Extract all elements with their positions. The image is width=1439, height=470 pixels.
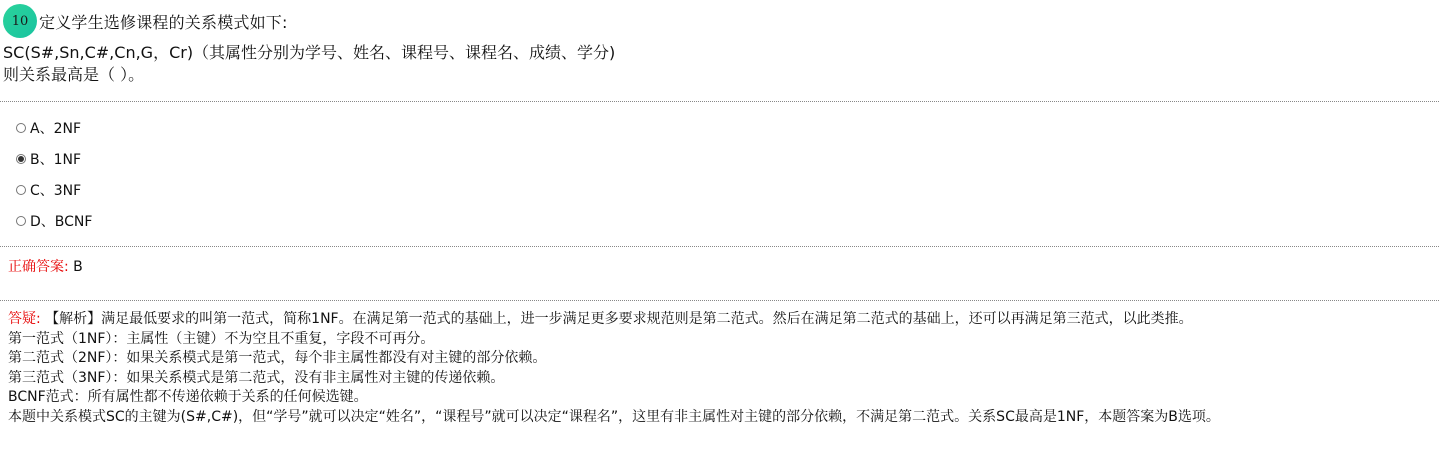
correct-answer-value: B — [73, 259, 83, 275]
option-label: D、BCNF — [30, 213, 93, 230]
option-d[interactable] — [16, 205, 92, 236]
correct-answer — [8, 256, 83, 276]
option-b[interactable] — [16, 143, 92, 174]
correct-answer-label: 正确答案: — [8, 259, 69, 275]
option-c[interactable] — [16, 174, 92, 205]
question-header — [3, 4, 288, 38]
question-number-badge: 10 — [3, 4, 37, 38]
question-title: 定义学生选修课程的关系模式如下: — [39, 12, 288, 32]
radio-icon[interactable] — [16, 216, 26, 226]
analysis-text: 【解析】满足最低要求的叫第一范式，简称1NF。在满足第一范式的基础上，进一步满足更多要求规范则是第二范式。然后在满足第二范式的基础上，还可以再满足第三范式，以此类推。 — [45, 311, 1193, 327]
analysis-label: 答疑: — [8, 311, 41, 327]
radio-checked-icon[interactable] — [16, 154, 26, 164]
question-body — [3, 42, 615, 86]
analysis-line: BCNF范式：所有属性都不传递依赖于关系的任何候选键。 — [8, 389, 368, 405]
option-label: A、2NF — [30, 120, 82, 137]
option-label: C、3NF — [30, 182, 82, 199]
divider — [0, 300, 1439, 301]
analysis-line: 第二范式（2NF）：如果关系模式是第一范式，每个非主属性都没有对主键的部分依赖。 — [8, 350, 547, 366]
analysis-line — [8, 310, 1438, 330]
radio-icon[interactable] — [16, 123, 26, 133]
options-list — [16, 112, 92, 236]
analysis-line: 第三范式（3NF）：如果关系模式是第二范式，没有非主属性对主键的传递依赖。 — [8, 369, 505, 386]
question-stem-line-1: SC(S#,Sn,C#,Cn,G，Cr)（其属性分别为学号、姓名、课程号、课程名、成绩、学分) — [3, 43, 616, 62]
radio-icon[interactable] — [16, 185, 26, 195]
analysis-line: 第一范式（1NF）：主属性（主键）不为空且不重复，字段不可再分。 — [8, 330, 435, 347]
analysis-line: 本题中关系模式SC的主键为(S#,C#)，但“学号”就可以决定“姓名”，“课程号”就可以决定“课程名”，这里有非主属性对主键的部分依赖，不满足第二范式。关系SC最高是1NF，本题答案为B选项。 — [8, 408, 1220, 425]
question-stem-line-2: 则关系最高是（ ）。 — [3, 65, 145, 84]
analysis-section — [8, 310, 1438, 427]
option-label: B、1NF — [30, 151, 82, 168]
divider — [0, 246, 1439, 247]
divider — [0, 101, 1439, 102]
option-a[interactable] — [16, 112, 92, 143]
